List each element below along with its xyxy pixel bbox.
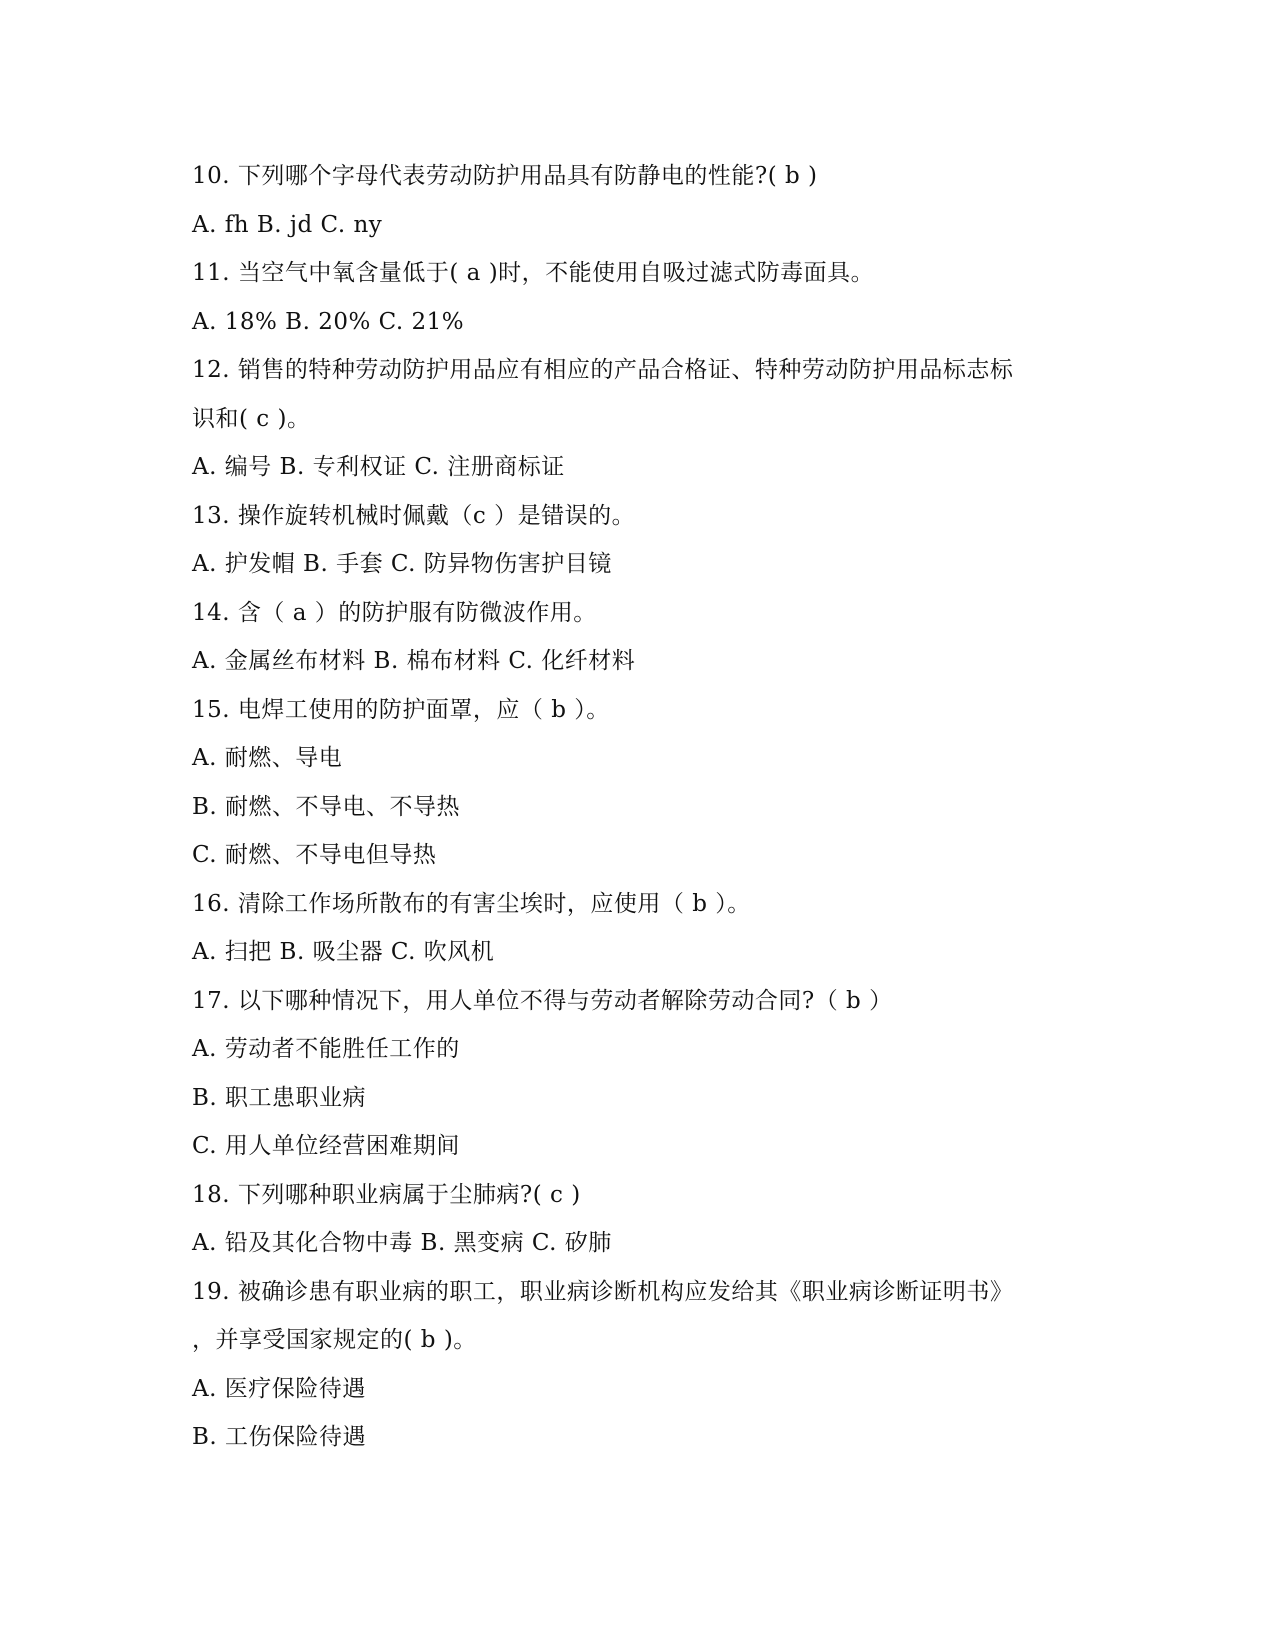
question-13: 13. 操作旋转机械时佩戴（c ）是错误的。	[192, 502, 636, 529]
question-19: 19. 被确诊患有职业病的职工，职业病诊断机构应发给其《职业病诊断证明书》	[192, 1278, 1014, 1305]
document-body	[192, 152, 1072, 1462]
options-11: A. 18% B. 20% C. 21%	[192, 308, 465, 335]
question-12: 12. 销售的特种劳动防护用品应有相应的产品合格证、特种劳动防护用品标志标	[192, 357, 1014, 383]
option-19-b: B. 工伤保险待遇	[192, 1424, 367, 1450]
option-15-b: B. 耐燃、不导电、不导热	[192, 793, 461, 820]
option-17-a: A. 劳动者不能胜任工作的	[192, 1036, 460, 1062]
question-12-continued: 识和( c )。	[192, 405, 311, 432]
question-19-continued: ，并享受国家规定的( b )。	[192, 1327, 477, 1353]
option-15-c: C. 耐燃、不导电但导热	[192, 842, 437, 868]
options-14: A. 金属丝布材料 B. 棉布材料 C. 化纤材料	[192, 648, 636, 674]
question-18: 18. 下列哪种职业病属于尘肺病?( c )	[192, 1181, 581, 1208]
question-11: 11. 当空气中氧含量低于( a )时，不能使用自吸过滤式防毒面具。	[192, 260, 875, 286]
option-17-b: B. 职工患职业病	[192, 1084, 367, 1111]
question-15: 15. 电焊工使用的防护面罩，应（ b ）。	[192, 696, 610, 723]
option-15-a: A. 耐燃、导电	[192, 745, 343, 771]
options-18: A. 铅及其化合物中毒 B. 黑变病 C. 矽肺	[192, 1230, 612, 1256]
question-10: 10. 下列哪个字母代表劳动防护用品具有防静电的性能?( b )	[192, 163, 818, 189]
question-14: 14. 含（ a ）的防护服有防微波作用。	[192, 599, 597, 626]
options-12: A. 编号 B. 专利权证 C. 注册商标证	[192, 454, 565, 480]
options-13: A. 护发帽 B. 手套 C. 防异物伤害护目镜	[192, 551, 612, 577]
option-17-c: C. 用人单位经营困难期间	[192, 1133, 460, 1159]
question-16: 16. 清除工作场所散布的有害尘埃时，应使用（ b ）。	[192, 890, 751, 917]
option-19-a: A. 医疗保险待遇	[192, 1375, 366, 1402]
question-17: 17. 以下哪种情况下，用人单位不得与劳动者解除劳动合同?（ b ）	[192, 987, 893, 1014]
options-16: A. 扫把 B. 吸尘器 C. 吹风机	[192, 939, 495, 965]
options-10: A. fh B. jd C. ny	[192, 211, 383, 238]
